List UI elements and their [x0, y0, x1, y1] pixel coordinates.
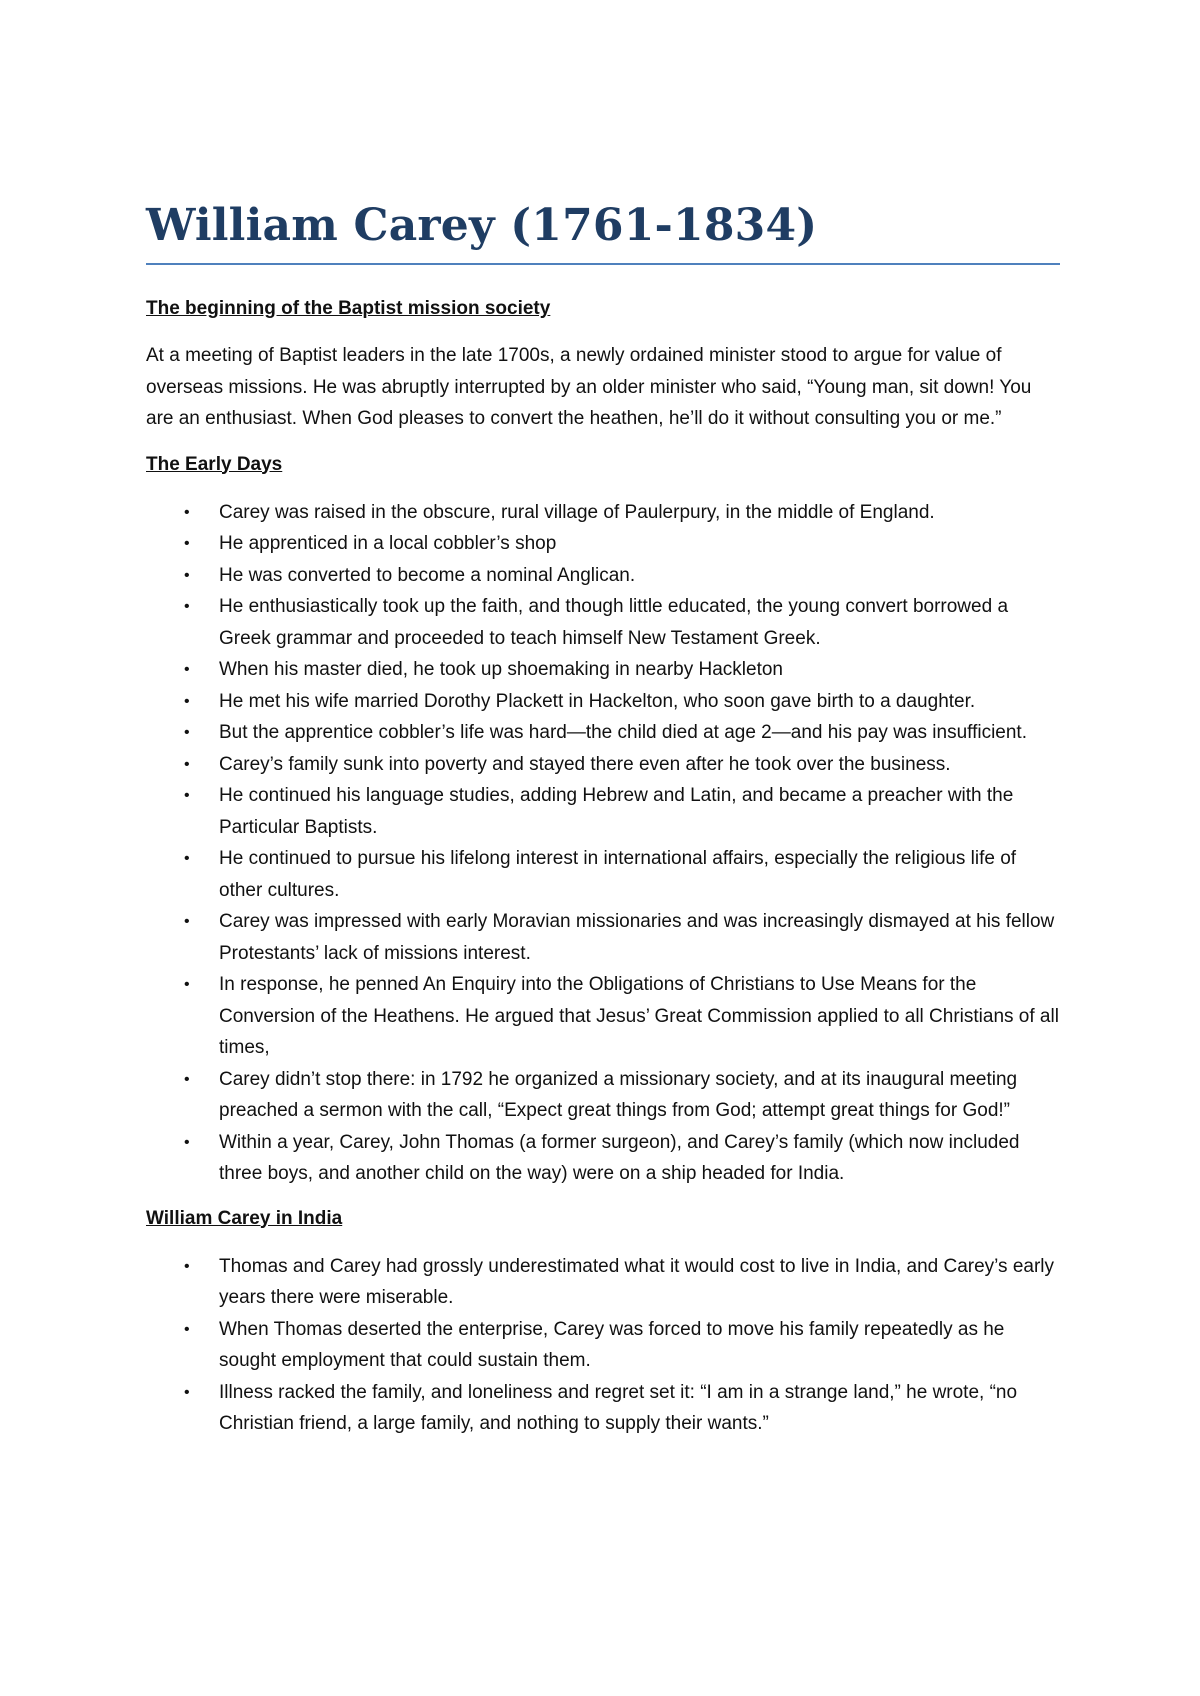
- bullet-icon: •: [184, 913, 190, 930]
- list-item: [146, 1251, 1060, 1314]
- section-heading-beginning: The beginning of the Baptist mission society: [146, 298, 551, 319]
- list-item: [146, 686, 1060, 718]
- page-title: William Carey (1761-1834): [146, 196, 1060, 265]
- list-item-text: Illness racked the family, and loneliness and regret set it: “I am in a strange land,” he wrote, “no Christian friend, a large family, and nothing to supply their wants.”: [219, 1381, 1018, 1434]
- list-item-text: He met his wife married Dorothy Plackett in Hackelton, who soon gave birth to a daughter.: [219, 690, 976, 712]
- list-item-text: He continued to pursue his lifelong interest in international affairs, especially the religious life of other cultures.: [219, 848, 1017, 901]
- list-item-text: Carey was raised in the obscure, rural village of Paulerpury, in the middle of England.: [219, 501, 935, 523]
- bullet-icon: •: [184, 503, 190, 521]
- list-item: [146, 1377, 1060, 1440]
- list-item: [146, 749, 1060, 781]
- bullet-icon: •: [184, 1257, 190, 1275]
- list-item: [146, 969, 1060, 1064]
- bullet-icon: •: [184, 787, 190, 804]
- carey-in-india-list: [146, 1251, 1060, 1440]
- bullet-icon: •: [184, 1383, 190, 1401]
- list-item: [146, 1314, 1060, 1377]
- list-item: [146, 717, 1060, 749]
- list-item: [146, 1127, 1060, 1190]
- early-days-list: [146, 497, 1060, 1190]
- list-item: [146, 591, 1060, 654]
- list-item-text: He continued his language studies, adding Hebrew and Latin, and became a preacher with the Particular Baptists.: [219, 785, 1014, 838]
- document-body: [146, 196, 1060, 1440]
- list-item-text: When his master died, he took up shoemaking in nearby Hackleton: [219, 659, 783, 680]
- bullet-icon: •: [184, 1070, 190, 1088]
- bullet-icon: •: [184, 692, 190, 710]
- list-item: [146, 843, 1060, 906]
- list-item-text: He apprenticed in a local cobbler’s shop: [219, 533, 557, 554]
- list-item-text: Carey didn’t stop there: in 1792 he organized a missionary society, and at its inaugural meeting preached a sermon with the call, “Expect great things from God; attempt great things for God!”: [219, 1068, 1018, 1121]
- bullet-icon: •: [184, 535, 190, 552]
- list-item-text: But the apprentice cobbler’s life was hard—the child died at age 2—and his pay was insufficient.: [219, 722, 1027, 743]
- bullet-icon: •: [184, 755, 190, 773]
- bullet-icon: •: [184, 850, 190, 867]
- bullet-icon: •: [184, 566, 190, 584]
- section-heading-carey-in-india: William Carey in India: [146, 1207, 343, 1229]
- list-item-text: He was converted to become a nominal Anglican.: [219, 564, 636, 586]
- list-item: [146, 497, 1060, 529]
- bullet-icon: •: [184, 661, 190, 678]
- list-item: [146, 906, 1060, 969]
- list-item: [146, 528, 1060, 560]
- bullet-icon: •: [184, 976, 190, 993]
- list-item: [146, 780, 1060, 843]
- list-item-text: In response, he penned An Enquiry into the Obligations of Christians to Use Means for the Conversion of the Heathens. He argued that Jesus’ Great Commission applied to all Christians of all times,: [219, 974, 1059, 1058]
- list-item: [146, 560, 1060, 592]
- list-item-text: Thomas and Carey had grossly underestimated what it would cost to live in India, and Carey’s early years there were miserable.: [219, 1255, 1055, 1308]
- bullet-icon: •: [184, 724, 190, 741]
- list-item: [146, 654, 1060, 686]
- list-item-text: Within a year, Carey, John Thomas (a former surgeon), and Carey’s family (which now included three boys, and another child on the way) were on a ship headed for India.: [219, 1131, 1020, 1184]
- list-item-text: When Thomas deserted the enterprise, Carey was forced to move his family repeatedly as he sought employment that could sustain them.: [219, 1318, 1005, 1371]
- bullet-icon: •: [184, 598, 190, 615]
- list-item-text: Carey’s family sunk into poverty and stayed there even after he took over the business.: [219, 753, 951, 775]
- bullet-icon: •: [184, 1320, 190, 1338]
- list-item: [146, 1064, 1060, 1127]
- bullet-icon: •: [184, 1133, 190, 1151]
- section-heading-early-days: The Early Days: [146, 453, 283, 475]
- intro-paragraph: At a meeting of Baptist leaders in the late 1700s, a newly ordained minister stood to argue for value of overseas missions. He was abruptly interrupted by an older minister who said, “Young man, sit down! You are an enthusiast. When God pleases to convert the heathen, he’ll do it without consulting you or me.”: [146, 345, 1032, 429]
- list-item-text: Carey was impressed with early Moravian missionaries and was increasingly dismayed at his fellow Protestants’ lack of missions interest.: [219, 911, 1055, 964]
- list-item-text: He enthusiastically took up the faith, and though little educated, the young convert borrowed a Greek grammar and proceeded to teach himself New Testament Greek.: [219, 596, 1009, 649]
